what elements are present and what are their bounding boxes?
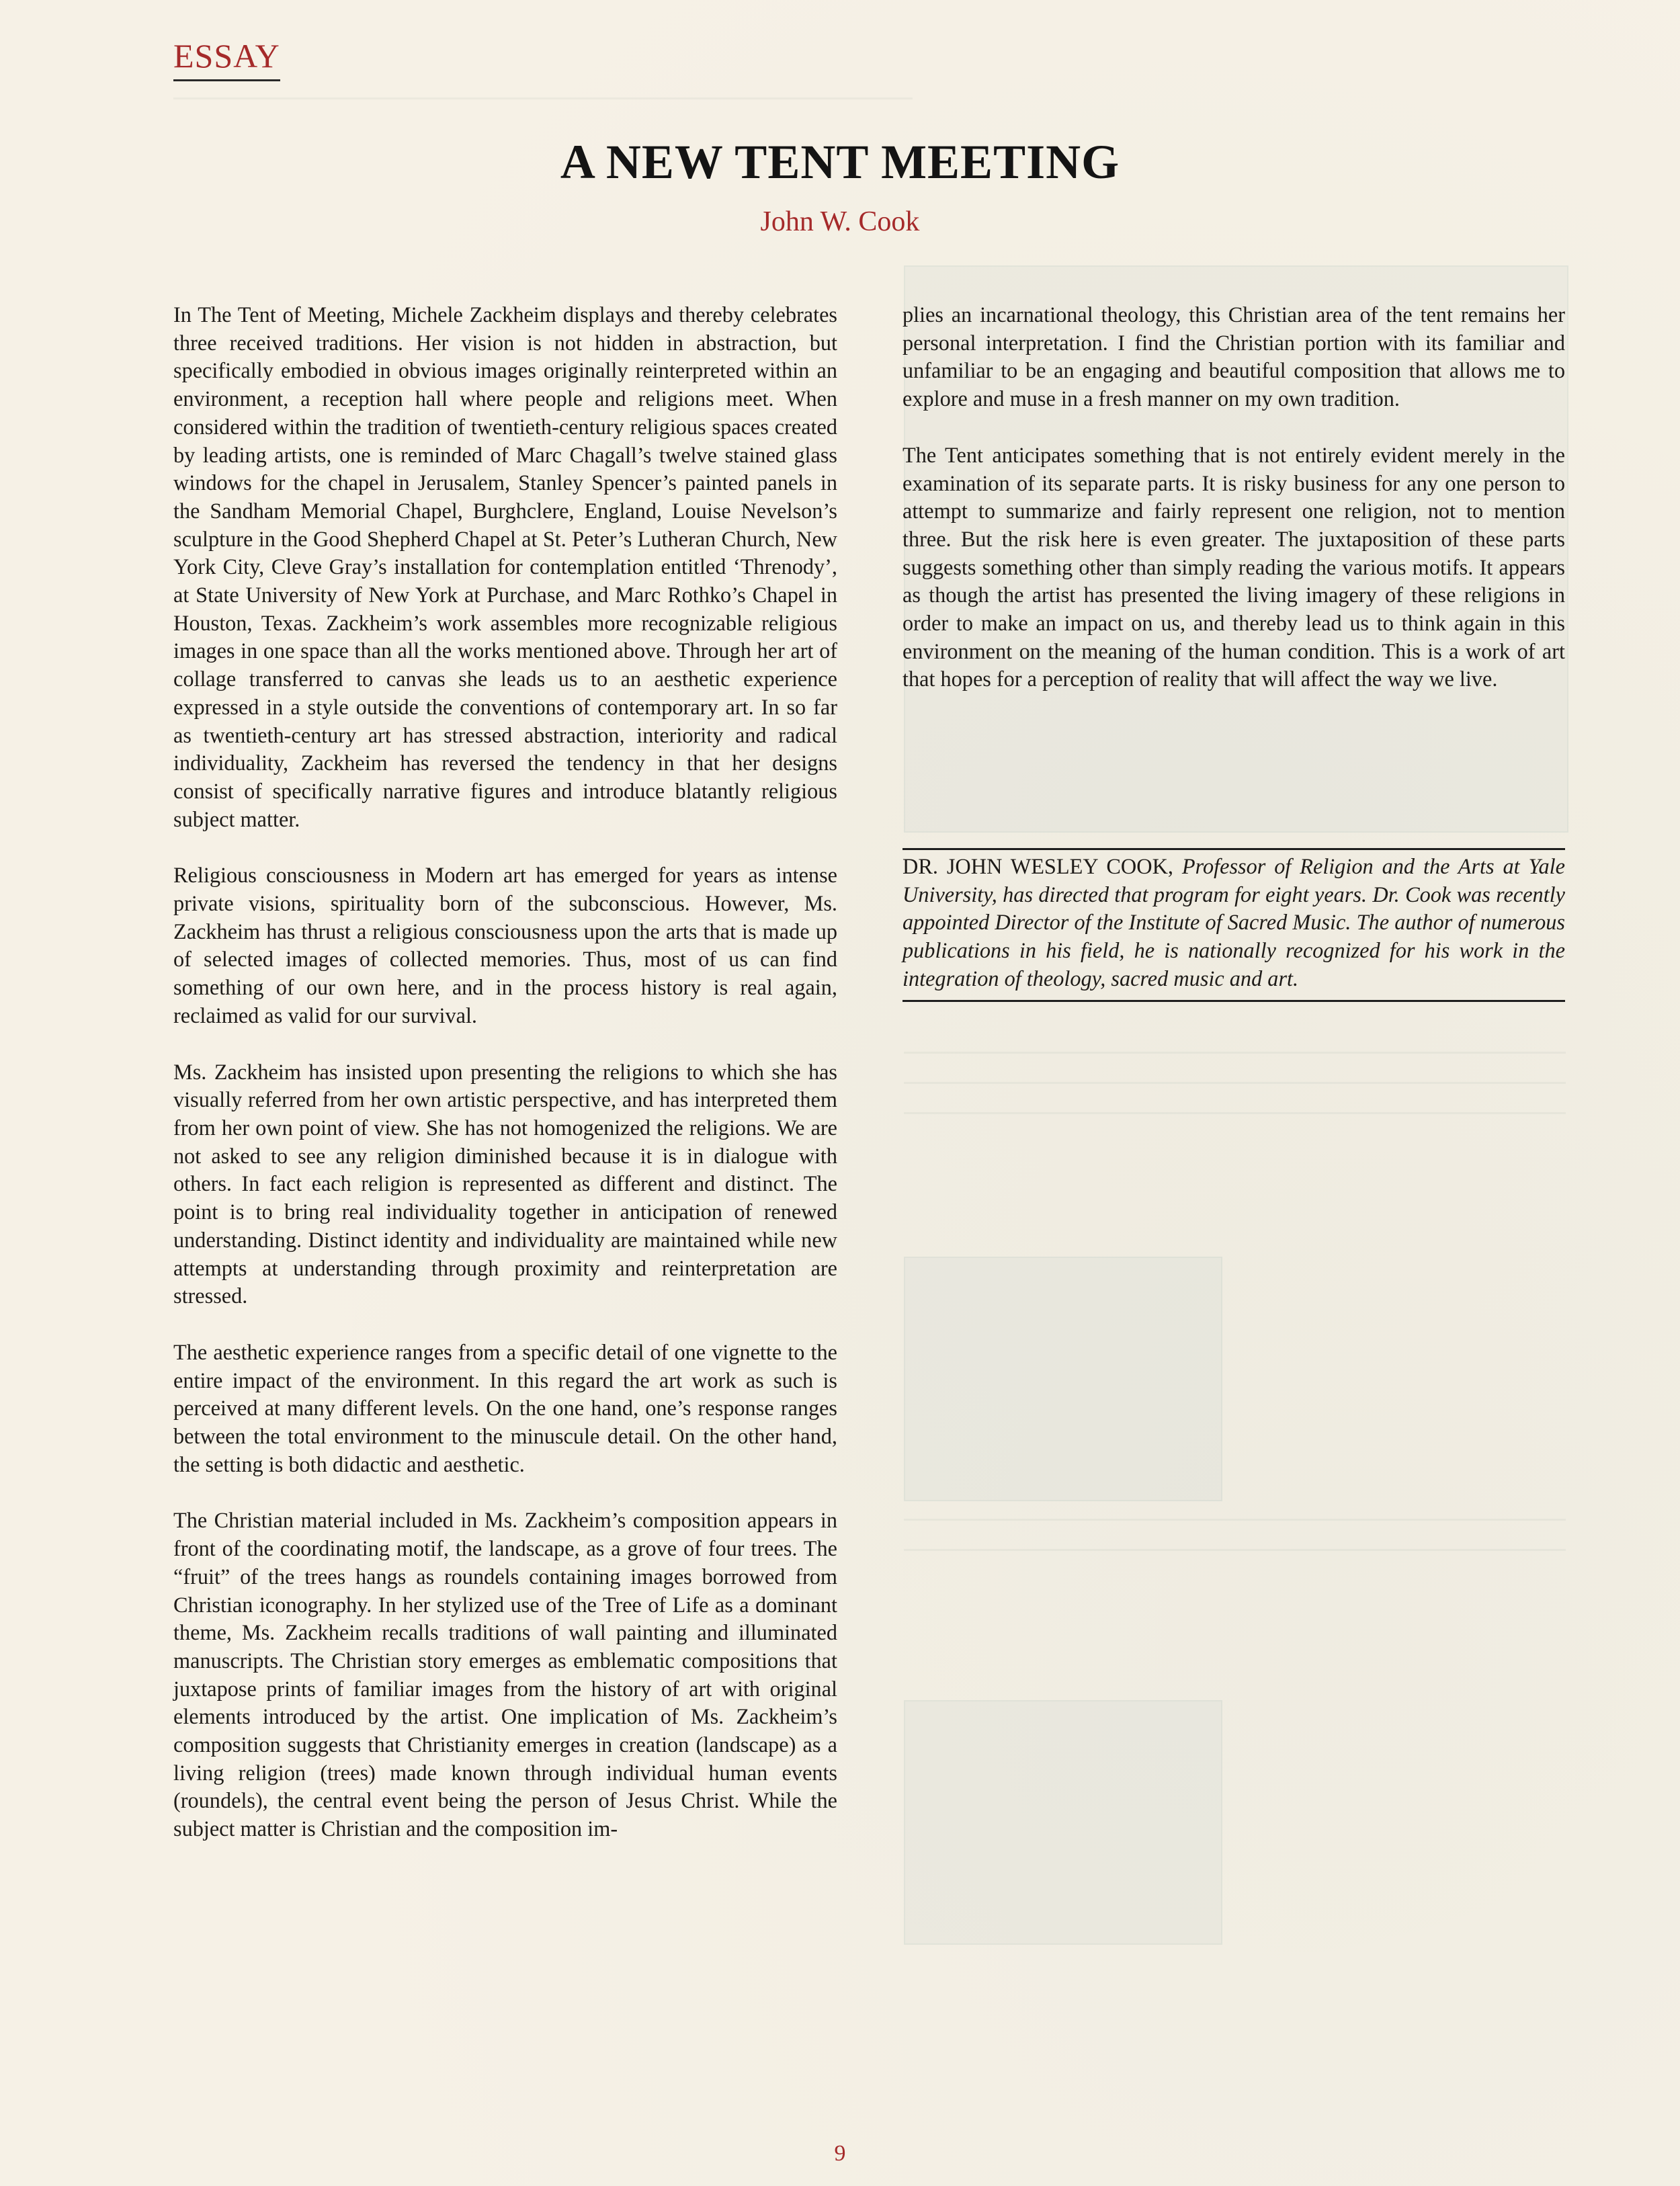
- paragraph: Religious consciousness in Modern art has emerged for years as intense private visions, spirituality born of the subconscious. However, Ms. Zackheim has thrust a religious consciousness upon the arts that is made up of selected images of collected memories. Thus, most of us can find something of our own here, and in the process history is real again, reclaimed as valid for our survival.: [173, 863, 837, 1027]
- show-through-block: [904, 1257, 1222, 1501]
- author-bio: [902, 848, 1565, 1002]
- paragraph: The aesthetic experience ranges from a specific detail of one vignette to the entire impact of the environment. In this regard the art work as such is perceived at many different levels. On the one hand, one’s response ranges between the total environment to the minuscule detail. On the other hand, the setting is both didactic and aesthetic.: [173, 1339, 837, 1476]
- bio-top-rule: [902, 848, 1565, 850]
- article-author: John W. Cook: [760, 206, 920, 237]
- paragraph: The Tent anticipates something that is not entirely evident merely in the examination of its separate parts. It is risky business for any one person to attempt to summarize and fairly represent one religion, not to mention three. But the risk here is even greater. The juxtaposition of these parts suggests something other than simply reading the various motifs. It appears as though the artist has presented the living imagery of these religions in order to make an impact on us, and thereby lead us to think again in this environment on the meaning of the human condition. This is a work of art that hopes for a perception of reality that will affect the way we live.: [902, 442, 1565, 691]
- paragraph: The Christian material included in Ms. Zackheim’s composition appears in front of the coordinating motif, the landscape, as a grove of four trees. The “fruit” of the trees hangs as roundels containing images borrowed from Christian iconography. In her stylized use of the Tree of Life as a dominant theme, Ms. Zackheim recalls traditions of wall painting and illuminated manuscripts. The Christian story emerges as emblematic compositions that juxtapose prints of familiar images from the history of art with original elements introduced by the artist. One implication of Ms. Zackheim’s composition suggests that Christianity emerges in creation (landscape) as a living religion (trees) made known through individual human events (roundels), the central event being the person of Jesus Christ. While the subject matter is Christian and the composition im-: [173, 1508, 837, 1841]
- show-through-block: [904, 1700, 1222, 1945]
- paragraph: Ms. Zackheim has insisted upon presenting the religions to which she has visually referred from her own artistic perspective, and has interpreted them from her own point of view. She has not homogenized the religions. We are not asked to see any religion diminished because it is in dialogue with others. In fact each religion is represented as different and distinct. The point is to bring real individuality together in anticipation of renewed understanding. Distinct identity and individuality are maintained while new attempts at understanding through proximity and reinterpretation are stressed.: [173, 1059, 837, 1308]
- show-through-line: [173, 97, 913, 99]
- article-title: A NEW TENT MEETING: [560, 135, 1120, 189]
- show-through-line: [904, 1112, 1566, 1114]
- show-through-line: [904, 1519, 1566, 1521]
- show-through-line: [904, 1082, 1566, 1084]
- bio-text: Professor of Religion and the Arts at Yale University, has directed that program for eight years. Dr. Cook was recently appointed Director of the Institute of Sacred Music. The author of numerous publications in his field, he is nationally recognized for his work in the integration of theology, sacred music and art.: [902, 854, 1565, 991]
- show-through-line: [904, 1549, 1566, 1551]
- bio-name: DR. JOHN WESLEY COOK,: [902, 854, 1182, 878]
- left-column: [173, 301, 837, 1872]
- paragraph: plies an incarnational theology, this Christian area of the tent remains her personal interpretation. I find the Christian portion with its familiar and unfamiliar to be an engaging and beautiful composition that allows me to explore and muse in a fresh manner on my own tradition.: [902, 302, 1565, 411]
- section-label: ESSAY: [173, 36, 280, 81]
- page-number: 9: [834, 2141, 846, 2166]
- show-through-line: [904, 1052, 1566, 1054]
- paragraph: In The Tent of Meeting, Michele Zackheim displays and thereby celebrates three received traditions. Her vision is not hidden in abstraction, but specifically embodied in obvious images originally reinterpreted within an environment, a reception hall where people and religions meet. When considered within the tradition of twentieth-century religious spaces created by leading artists, one is reminded of Marc Chagall’s twelve stained glass windows for the chapel in Jerusalem, Stanley Spencer’s painted panels in the Sandham Memorial Chapel, Burghclere, England, Louise Nevelson’s sculpture in the Good Shepherd Chapel at St. Peter’s Lutheran Church, New York City, Cleve Gray’s installation for contemplation entitled ‘Threnody’, at State University of New York at Purchase, and Marc Rothko’s Chapel in Houston, Texas. Zackheim’s work assembles more recognizable religious images in one space than all the works mentioned above. Through her art of collage transferred to canvas she leads us to an aesthetic experience expressed in a style outside the conventions of contemporary art. In so far as twentieth-century art has stressed abstraction, interiority and radical individuality, Zackheim has reversed the tendency in that her designs consist of specifically narrative figures and introduce blatantly religious subject matter.: [173, 302, 837, 831]
- right-column: [902, 301, 1565, 722]
